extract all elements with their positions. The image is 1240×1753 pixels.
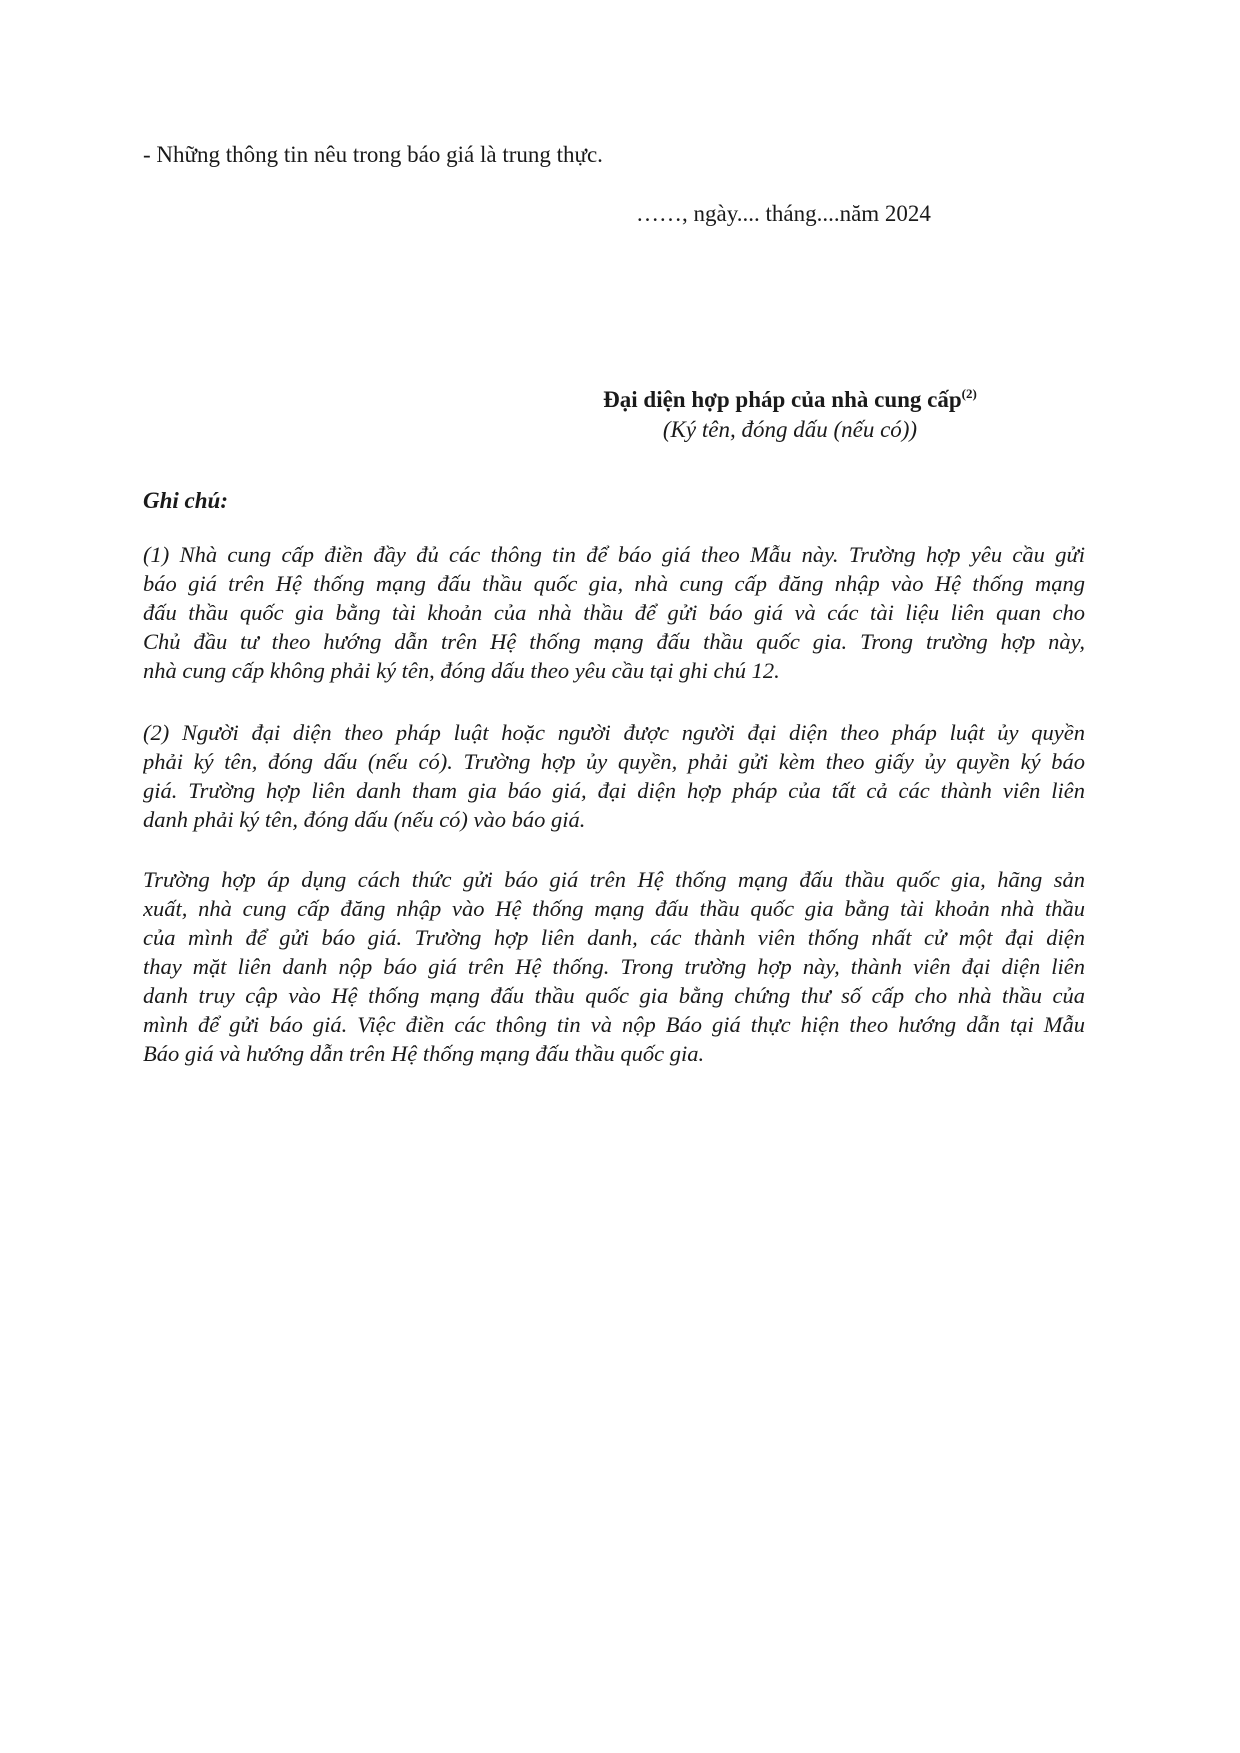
note-3-line: xuất, nhà cung cấp đăng nhập vào Hệ thống mạng đấu thầu quốc gia bằng tài khoản nhà thầu	[143, 896, 1085, 921]
notes-heading: Ghi chú:	[143, 488, 228, 513]
note-3-line: Trường hợp áp dụng cách thức gửi báo giá trên Hệ thống mạng đấu thầu quốc gia, hãng sản	[143, 867, 1085, 892]
signature-instruction: (Ký tên, đóng dấu (nếu có))	[662, 417, 918, 442]
note-3-line: thay mặt liên danh nộp báo giá trên Hệ thống. Trong trường hợp này, thành viên đại diện liên	[143, 954, 1085, 979]
note-1-line: nhà cung cấp không phải ký tên, đóng dấu theo yêu cầu tại ghi chú 12.	[143, 658, 780, 683]
note-2-line: (2) Người đại diện theo pháp luật hoặc người được người đại diện theo pháp luật ủy quyền	[143, 720, 1085, 745]
note-3-line: của mình để gửi báo giá. Trường hợp liên danh, các thành viên thống nhất cử một đại diện	[143, 925, 1085, 950]
note-1-line: Chủ đầu tư theo hướng dẫn trên Hệ thống mạng đấu thầu quốc gia. Trong trường hợp này,	[143, 629, 1085, 654]
note-3-line: Báo giá và hướng dẫn trên Hệ thống mạng đấu thầu quốc gia.	[143, 1041, 705, 1066]
note-2-line: danh phải ký tên, đóng dấu (nếu có) vào báo giá.	[143, 807, 586, 832]
signature-block	[560, 385, 1020, 444]
note-3-line: danh truy cập vào Hệ thống mạng đấu thầu quốc gia bằng chứng thư số cấp cho nhà thầu của	[143, 983, 1085, 1008]
note-1-line: (1) Nhà cung cấp điền đầy đủ các thông tin để báo giá theo Mẫu này. Trường hợp yêu cầu gửi	[143, 542, 1085, 567]
note-1-line: đấu thầu quốc gia bằng tài khoản của nhà thầu để gửi báo giá và các tài liệu liên quan cho	[143, 600, 1085, 625]
note-2-line: giá. Trường hợp liên danh tham gia báo giá, đại diện hợp pháp của tất cả các thành viên liên	[143, 778, 1085, 803]
signature-title	[560, 385, 1020, 415]
note-1	[143, 540, 1085, 685]
date-line: ……, ngày.... tháng....năm 2024	[636, 201, 931, 226]
note-2-line: phải ký tên, đóng dấu (nếu có). Trường hợp ủy quyền, phải gửi kèm theo giấy ủy quyền ký báo	[143, 749, 1085, 774]
truthfulness-statement: - Những thông tin nêu trong báo giá là trung thực.	[143, 142, 603, 167]
note-1-line: báo giá trên Hệ thống mạng đấu thầu quốc gia, nhà cung cấp đăng nhập vào Hệ thống mạng	[143, 571, 1085, 596]
footnote-ref-2: (2)	[961, 386, 977, 401]
note-3	[143, 865, 1085, 1068]
note-2	[143, 718, 1085, 834]
signature-title-text: Đại diện hợp pháp của nhà cung cấp	[603, 387, 962, 412]
note-3-line: mình để gửi báo giá. Việc điền các thông tin và nộp Báo giá thực hiện theo hướng dẫn tại Mẫu	[143, 1012, 1085, 1037]
